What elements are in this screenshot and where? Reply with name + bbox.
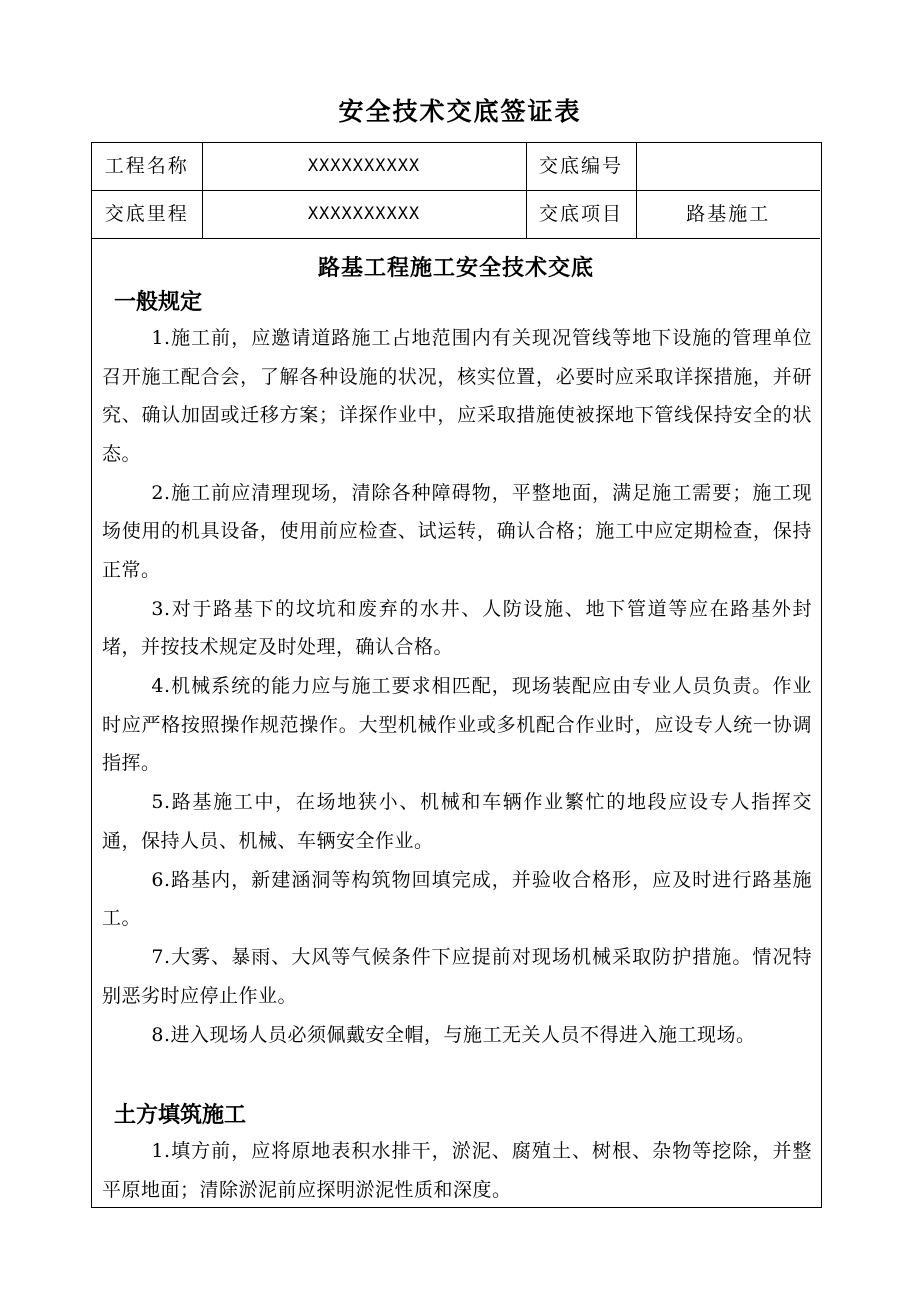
project-name-value: XXXXXXXXXX xyxy=(202,143,526,191)
section-general xyxy=(92,285,820,1054)
list-item: 6.路基内，新建涵洞等构筑物回填完成，并验收合格形，应及时进行路基施工。 xyxy=(102,868,812,929)
briefing-number-label: 交底编号 xyxy=(526,143,636,191)
info-row-project xyxy=(92,143,820,191)
briefing-mileage-label: 交底里程 xyxy=(92,191,202,239)
list-item: 1.填方前，应将原地表积水排干，淤泥、腐殖土、树根、杂物等挖除，并整平原地面；清除淤泥前应探明淤泥性质和深度。 xyxy=(102,1140,812,1201)
briefing-number-value xyxy=(636,143,820,191)
briefing-item-label: 交底项目 xyxy=(526,191,636,239)
list-item: 2.施工前应清理现场，清除各种障碍物，平整地面，满足施工需要；施工现场使用的机具设备，使用前应检查、试运转，确认合格；施工中应定期检查，保持正常。 xyxy=(102,481,812,581)
list-item: 1.施工前，应邀请道路施工占地范围内有关现况管线等地下设施的管理单位召开施工配合会，了解各种设施的状况，核实位置，必要时应采取详探措施，并研究、确认加固或迁移方案；详探作业中，应采取措施使被探地下管线保持安全的状态。 xyxy=(102,327,812,465)
info-table xyxy=(92,143,820,239)
briefing-content xyxy=(92,241,820,1209)
list-item: 3.对于路基下的坟坑和废弃的水井、人防设施、地下管道等应在路基外封堵，并按技术规定及时处理，确认合格。 xyxy=(102,597,812,658)
list-item: 7.大雾、暴雨、大风等气候条件下应提前对现场机械采取防护措施。情况特别恶劣时应停止作业。 xyxy=(102,946,812,1007)
list-item: 8.进入现场人员必须佩戴安全帽，与施工无关人员不得进入施工现场。 xyxy=(151,1023,756,1046)
document-title: 安全技术交底签证表 xyxy=(338,97,582,126)
section-earthwork-filling xyxy=(92,1098,820,1209)
section-heading: 土方填筑施工 xyxy=(114,1102,247,1128)
content-title: 路基工程施工安全技术交底 xyxy=(317,255,594,281)
project-name-label: 工程名称 xyxy=(92,143,202,191)
section-heading: 一般规定 xyxy=(114,289,203,315)
sign-off-sheet xyxy=(91,142,822,1208)
info-row-mileage xyxy=(92,191,820,239)
list-item: 5.路基施工中，在场地狭小、机械和车辆作业繁忙的地段应设专人指挥交通，保持人员、机械、车辆安全作业。 xyxy=(102,791,812,852)
list-item: 4.机械系统的能力应与施工要求相匹配，现场装配应由专业人员负责。作业时应严格按照操作规范操作。大型机械作业或多机配合作业时，应设专人统一协调指挥。 xyxy=(102,675,812,774)
briefing-item-value: 路基施工 xyxy=(636,191,820,239)
briefing-mileage-value: XXXXXXXXXX xyxy=(202,191,526,239)
